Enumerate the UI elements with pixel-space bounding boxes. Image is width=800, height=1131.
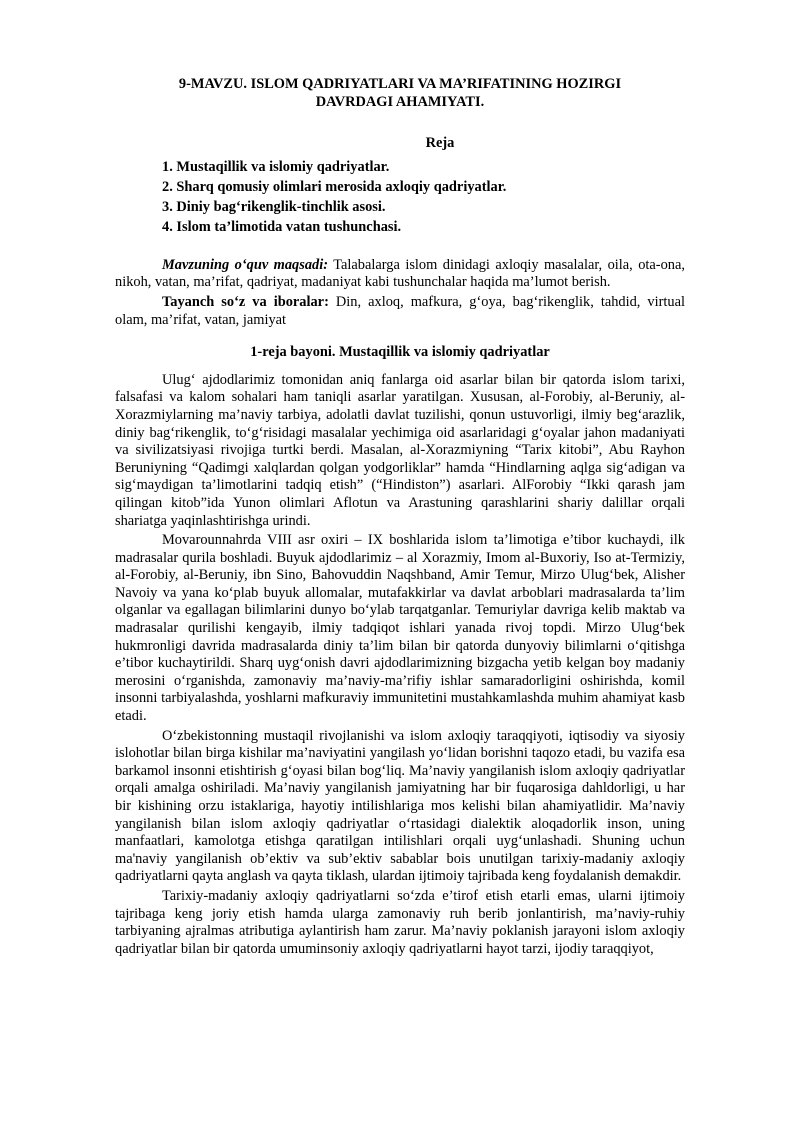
plan-item: 4. Islom ta’limotida vatan tushunchasi. — [162, 218, 402, 235]
keywords — [115, 294, 685, 329]
plan-item: 1. Mustaqillik va islomiy qadriyatlar. — [162, 158, 390, 175]
plan-item: 2. Sharq qomusiy olimlari merosida axloqiy qadriyatlar. — [162, 178, 507, 195]
learning-goal — [115, 257, 685, 292]
body-paragraph: O‘zbekistonning mustaqil rivojlanishi va islom axloqiy taraqqiyoti, iqtisodiy va siyosiy islohotlar bilan birga kishilar ma’naviyatini yangilash yo‘lidan borishni taqozo etadi, bu vazifa esa barkamol insonni etishtirish g‘oyasi bilan bog‘liq. Ma’naviy yangilanish islom axloqiy qadriyatlar orqali amalga oshiriladi. Ma’naviy yangilanish jamiyatning har bir fuqarosiga dahldorligi, u har bir kishining orzu istaklariga, hayotiy intilishlariga mos kelishi bilan ahamiyatlidir. Ma’naviy yangilanish bilan islom axloqiy qadriyatlar o‘rtasidagi dialektik aloqadorlik inson, uning manfaatlari, kamolotga etishga qaratilgan intilishlari orqali uyg‘unlashadi. Shuning uchun ma'naviy yangilanish ob’ektiv va sub’ektiv sabablar bois unutilgan tarixiy-madaniy axloqiy qadriyatlarni qayta anglash va qayta tiklash, ulardan ijtimoiy tajribada keng foydalanish demakdir. — [115, 727, 685, 885]
body-paragraph: Tarixiy-madaniy axloqiy qadriyatlarni so‘zda e’tirof etish etarli emas, ularni ijtimoiy tajribaga keng joriy etish hamda ularga zamonaviy ruh berib jonlantirish, ma’naviy-ruhiy tarbiyaning ajralmas atributiga aylantirish ham zarur. Ma’naviy poklanish jarayoni islom axloqiy qadriyatlar bilan bir qatorda umuminsoniy axloqiy qadriyatlarni hayot tarzi, ijodiy taraqqiyot, — [115, 887, 685, 957]
plan-item: 3. Diniy bag‘rikenglik-tinchlik asosi. — [162, 198, 386, 215]
body-paragraph: Ulug‘ ajdodlarimiz tomonidan aniq fanlarga oid asarlar bilan bir qatorda islom tarixi, falsafasi va kalom sohalari ham taniqli asarlar yaratilgan. Xususan, al-Forobiy, al-Beruniy, al-Xorazmiylarning ma’naviy tarbiya, adolatli davlat tuzilishi, qonun ustuvorligi, ilmiy beg‘arazlik, diniy bag‘rikenglik, to‘g‘risidagi masalalar yechimiga oid asarlaridagi g‘oyalar jahon madaniyati va sivilizatsiyasi rivojiga turtki berdi. Masalan, al-Xorazmiyning “Tarix kitobi”, Abu Rayhon Beruniyning “Qadimgi xalqlardan qolgan yodgorliklar” hamda “Hindlarning aqlga sig‘adigan va sig‘maydigan ta’limotlarini tadqiq etish” (“Hindiston”) asarlari. AlForobiy “Ikki qarash jam qilingan kitob”ida Yunon olimlari Aflotun va Arastuning qarashlarini shariy dalillar orqali shariatga yaqinlashtirishga urindi. — [115, 371, 685, 529]
plan-list — [115, 157, 685, 237]
body-paragraph: Movarounnahrda VIII asr oxiri – IX boshlarida islom ta’limotiga e’tibor kuchaydi, ilk madrasalar qurila boshladi. Buyuk ajdodlarimiz – al Xorazmiy, Imom al-Buxoriy, Iso at-Termiziy, al-Forobiy, al-Beruniy, ibn Sino, Bahovuddin Naqshband, Amir Temur, Mirzo Ulug‘bek, Alisher Navoiy va yana ko‘plab buyuk allomalar, mutafakkirlar va davlat arboblari madrasalarda ta’lim olganlar va egallagan bilimlarini dunyo bo‘ylab tarqatganlar. Temuriylar davriga kelib maktab va madrasalar qurilishi kengayib, ilmiy tadqiqot ishlari yanada rivoj topdi. Mirzo Ulug‘bek hukmronligi davrida madrasalarda diniy ta’lim bilan bir qatorda dunyoviy bilimlarni o‘qitishga e’tibor kuchaytirildi. Sharq uyg‘onish davri ajdodlarimizning bizgacha yetib kelgan boy madaniy merosini o‘rganishda, zamonaviy ma’naviy-ma’rifiy ishlar samaradorligini oshirishda, komil insonni tarbiyalashda, yoshlarni mafkuraviy immunitetini mustahkamlashda muhim ahamiyat kasb etadi. — [115, 532, 685, 725]
goal-label: Mavzuning o‘quv maqsadi: — [162, 256, 329, 273]
plan-heading: Reja — [425, 135, 455, 152]
keywords-text: Din, axloq, mafkura, g‘oya, bag‘rikenglik, tahdid, virtual olam, ma’rifat, vatan, jamiyat — [115, 293, 685, 328]
section-heading: 1-reja bayoni. Mustaqillik va islomiy qadriyatlar — [250, 344, 550, 361]
document-page — [115, 76, 685, 958]
goal-text: Talabalarga islom dinidagi axloqiy masalalar, oila, ota-ona, nikoh, vatan, ma’rifat, qadriyat, madaniyat kabi tushunchalar haqida ma’lumot berish. — [115, 256, 685, 291]
keywords-label: Tayanch so‘z va iboralar: — [162, 293, 329, 310]
document-title: 9-MAVZU. ISLOM QADRIYATLARI VA MA’RIFATINING HOZIRGI DAVRDAGI AHAMIYATI. — [178, 76, 622, 110]
